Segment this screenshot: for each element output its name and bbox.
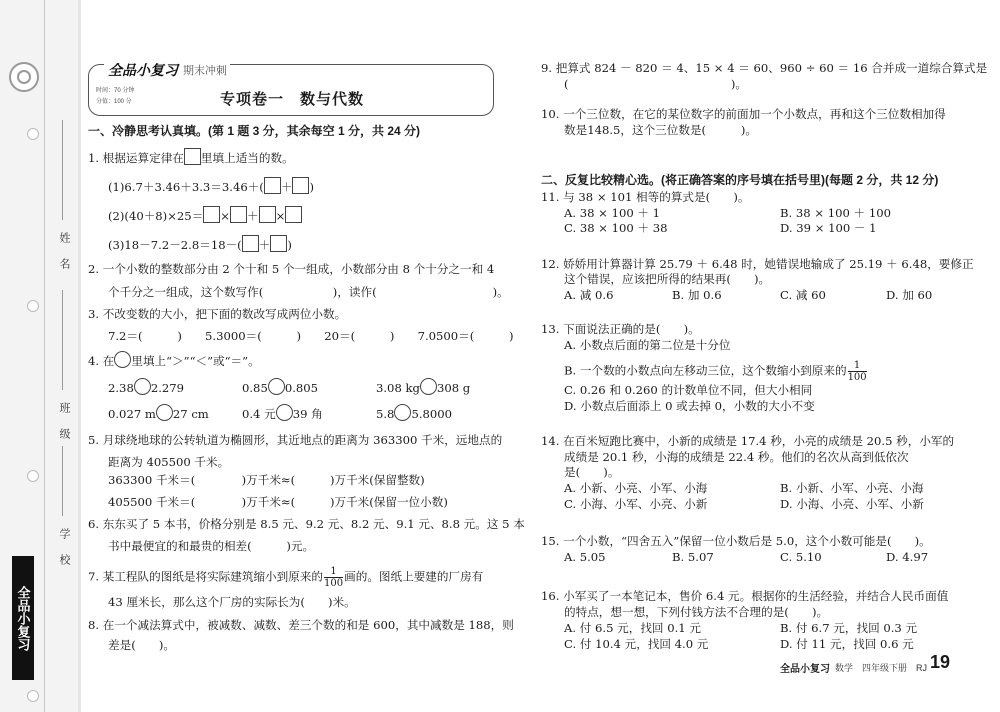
q11-option[interactable]: D. 39 × 100 － 1	[780, 221, 877, 235]
q14-option[interactable]: A. 小新、小亮、小军、小海	[564, 481, 708, 495]
q2-line-1: 2. 一个小数的整数部分由 2 个十和 5 个一组成，小数部分由 8 个十分之一和 4	[88, 262, 495, 276]
q2-line-2: 个千分之一组成，这个数写作( )，读作( )。	[108, 285, 509, 299]
q14-option[interactable]: B. 小新、小军、小亮、小海	[780, 481, 924, 495]
q13-option[interactable]: D. 小数点后面添上 0 或去掉 0，小数的大小不变	[564, 399, 815, 413]
side-class-label: 班 级	[58, 402, 70, 446]
q14-line-3: 是( )。	[564, 465, 620, 479]
side-class-line	[62, 290, 63, 390]
q15-stem: 15. 一个小数，“四舍五入”保留一位小数后是 5.0，这个小数可能是( )。	[541, 534, 931, 548]
compare-circle[interactable]	[268, 378, 285, 395]
strip-divider	[44, 0, 45, 712]
q5-line-2: 距离为 405500 千米。	[108, 455, 230, 469]
answer-box[interactable]	[259, 206, 276, 223]
q9-line-1: 9. 把算式 824 － 820 ＝ 4、15 × 4 ＝ 60、960 ÷ 60 ＝ 16 合并成一道综合算式是	[541, 61, 988, 75]
medal-icon	[9, 62, 39, 92]
q1-row-2: (2)(40＋8)×25＝ × ＋ ×	[108, 206, 302, 224]
q5-line-4: 405500 千米＝( )万千米≈( )万千米(保留一位小数)	[108, 495, 448, 509]
header-time: 时间：70 分钟	[96, 88, 135, 94]
answer-box[interactable]	[242, 235, 259, 252]
q4-item: 0.027 m 27 cm	[108, 404, 209, 422]
q16-option[interactable]: A. 付 6.5 元，找回 0.1 元	[564, 621, 701, 635]
q12-option[interactable]: C. 减 60	[780, 288, 826, 302]
answer-box[interactable]	[230, 206, 247, 223]
q7-line-2: 43 厘米长，那么这个厂房的实际长为( )米。	[108, 595, 356, 609]
compare-circle[interactable]	[134, 378, 151, 395]
q14-option[interactable]: C. 小海、小军、小亮、小新	[564, 497, 708, 511]
section-2-title: 二、反复比较精心选。(将正确答案的序号填在括号里)(每题 2 分，共 12 分)	[541, 173, 939, 187]
q4-item: 5.8 5.8000	[376, 404, 452, 422]
answer-box[interactable]	[270, 235, 287, 252]
answer-box[interactable]	[184, 148, 201, 165]
q13-option[interactable]: B. 一个数的小数点向左移动三位，这个数缩小到原来的 $\frac{1}{100}$	[564, 360, 867, 383]
q6-line-2: 书中最便宜的和最贵的相差( )元。	[108, 539, 315, 553]
q1-prompt: 1. 根据运算定律在 里填上适当的数。	[88, 148, 294, 166]
q13-stem: 13. 下面说法正确的是( )。	[541, 322, 700, 336]
q11-stem: 11. 与 38 × 101 相等的算式是( )。	[541, 190, 750, 204]
q3-line-1: 3. 不改变数的大小，把下面的数改写成两位小数。	[88, 307, 347, 321]
side-name-label: 姓 名	[58, 232, 70, 276]
compare-circle[interactable]	[420, 378, 437, 395]
q6-line-1: 6. 东东买了 5 本书，价格分别是 8.5 元、9.2 元、8.2 元、9.1 元、8.8 元。这 5 本	[88, 517, 525, 531]
q4-item: 0.4 元 39 角	[242, 404, 323, 422]
side-school-line	[62, 446, 63, 516]
q16-option[interactable]: B. 付 6.7 元，找回 0.3 元	[780, 621, 918, 635]
q1-row-3: (3)18－7.2－2.8＝18－( ＋ )	[108, 235, 292, 253]
q14-line-1: 14. 在百米短跑比赛中，小新的成绩是 17.4 秒，小亮的成绩是 20.5 秒，小军的	[541, 434, 955, 448]
ring-icon	[27, 128, 39, 140]
q10-line-1: 10. 一个三位数，在它的某位数字的前面加一个小数点，再和这个三位数相加得	[541, 107, 946, 121]
compare-circle[interactable]	[276, 404, 293, 421]
q10-line-2: 数是148.5，这个三位数是( )。	[564, 123, 757, 137]
fraction: $\frac{1}{100}$	[324, 566, 344, 589]
q13-option[interactable]: C. 0.26 和 0.260 的计数单位不同，但大小相同	[564, 383, 813, 397]
side-school-label: 学 校	[58, 528, 70, 572]
q3-line-2: 7.2＝( ) 5.3000＝( ) 20＝( ) 7.0500＝( )	[108, 329, 514, 343]
q12-line-1: 12. 娇娇用计算器计算 25.79 ＋ 6.48 时，她错误地输成了 25.19 ＋ 6.48，要修正	[541, 257, 974, 271]
q4-prompt: 4. 在 里填上“＞”“＜”或“＝”。	[88, 351, 260, 369]
header-brand: 全品小复习	[104, 60, 182, 80]
answer-box[interactable]	[203, 206, 220, 223]
compare-circle[interactable]	[156, 404, 173, 421]
q4-item: 0.85 0.805	[242, 378, 318, 396]
q12-line-2: 这个错误，应该把所得的结果再( )。	[564, 272, 771, 286]
q9-line-2: ( )。	[564, 77, 747, 91]
ring-icon	[27, 690, 39, 702]
q16-option[interactable]: D. 付 11 元，找回 0.6 元	[780, 637, 914, 651]
ring-icon	[27, 300, 39, 312]
q5-line-1: 5. 月球绕地球的公转轨道为椭圆形，其近地点的距离为 363300 千米，远地点的	[88, 433, 503, 447]
page-fold	[78, 0, 81, 712]
q16-option[interactable]: C. 付 10.4 元，找回 4.0 元	[564, 637, 709, 651]
page-title: 专项卷一 数与代数	[220, 91, 365, 108]
header-tag: 期末冲刺	[180, 62, 230, 78]
q4-item: 3.08 kg 308 g	[376, 378, 470, 396]
footer-subtitle: 数学 四年级下册 RJ	[835, 663, 928, 673]
compare-circle[interactable]	[394, 404, 411, 421]
q15-option[interactable]: A. 5.05	[564, 550, 606, 564]
q16-line-1: 16. 小军买了一本笔记本，售价 6.4 元。根据你的生活经验，并结合人民币面值	[541, 589, 949, 603]
ring-icon	[27, 470, 39, 482]
q14-line-2: 成绩是 20.1 秒，小海的成绩是 22.4 秒。他们的名次从高到低依次	[564, 450, 909, 464]
answer-box[interactable]	[264, 177, 281, 194]
compare-circle[interactable]	[114, 351, 131, 368]
q15-option[interactable]: C. 5.10	[780, 550, 822, 564]
fraction: $\frac{1}{100}$	[847, 360, 867, 383]
side-name-line	[62, 120, 63, 220]
q11-option[interactable]: C. 38 × 100 ＋ 38	[564, 221, 668, 235]
page-number: 19	[930, 652, 951, 672]
q7-line-1: 7. 某工程队的图纸是将实际建筑缩小到原来的 $\frac{1}{100}$ 画的。图纸上要建的厂房有	[88, 566, 484, 589]
answer-box[interactable]	[292, 177, 309, 194]
q4-item: 2.38 2.279	[108, 378, 184, 396]
q14-option[interactable]: D. 小海、小亮、小军、小新	[780, 497, 924, 511]
q11-option[interactable]: B. 38 × 100 ＋ 100	[780, 206, 891, 220]
footer-brand: 全品小复习	[780, 664, 830, 675]
q12-option[interactable]: B. 加 0.6	[672, 288, 722, 302]
q12-option[interactable]: A. 减 0.6	[564, 288, 614, 302]
q12-option[interactable]: D. 加 60	[886, 288, 933, 302]
q1-row-1: (1)6.7＋3.46＋3.3＝3.46＋( ＋ )	[108, 177, 314, 195]
q8-line-1: 8. 在一个减法算式中，被减数、减数、差三个数的和是 600，其中减数是 188，则	[88, 618, 514, 632]
q8-line-2: 差是( )。	[108, 638, 176, 652]
answer-box[interactable]	[285, 206, 302, 223]
q13-option[interactable]: A. 小数点后面的第二位是十分位	[564, 338, 731, 352]
q16-line-2: 的特点，想一想，下列付钱方法不合理的是( )。	[564, 605, 829, 619]
q11-option[interactable]: A. 38 × 100 ＋ 1	[564, 206, 661, 220]
side-brand-logo: 全品小复习	[12, 556, 34, 680]
q5-line-3: 363300 千米＝( )万千米≈( )万千米(保留整数)	[108, 473, 425, 487]
q15-option[interactable]: D. 4.97	[886, 550, 929, 564]
header-score: 分值：100 分	[96, 99, 132, 105]
section-1-title: 一、冷静思考认真填。(第 1 题 3 分，其余每空 1 分，共 24 分)	[88, 124, 421, 138]
q15-option[interactable]: B. 5.07	[672, 550, 714, 564]
